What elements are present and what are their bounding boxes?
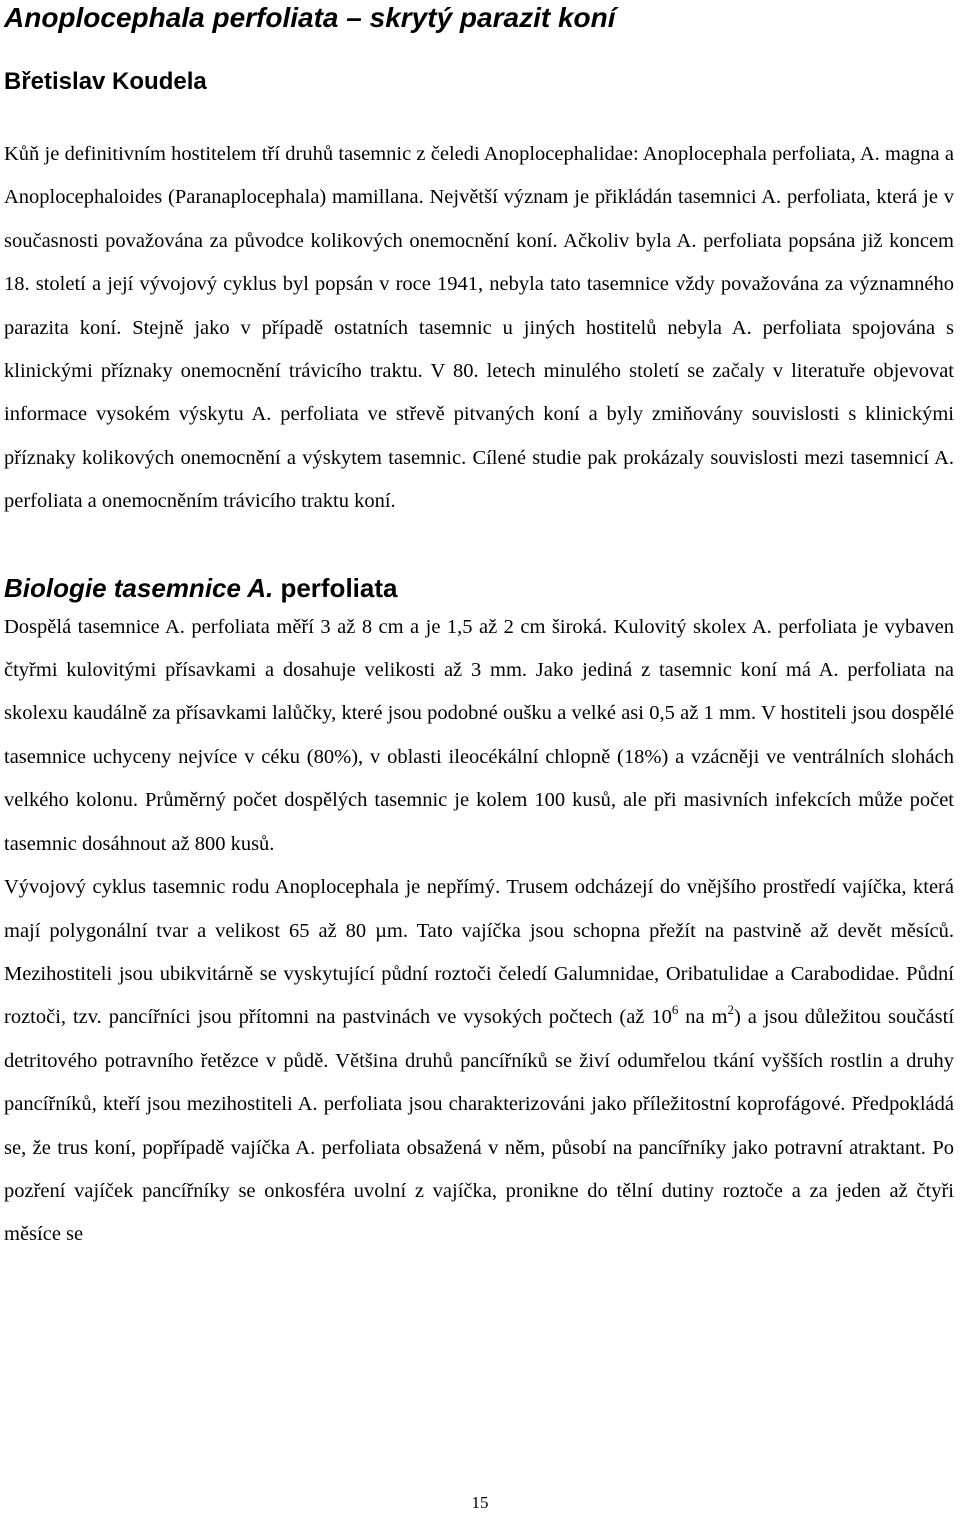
life-cycle-text-part-2: na m	[678, 1006, 728, 1029]
page-number: 15	[471, 1493, 489, 1512]
life-cycle-text-part-3: ) a jsou důležitou součástí detritového potravního řetězce v půdě. Většina druhů pancířníků se živí odumřelou tkání vyšších rostlin a druhy pancířníků, kteří jsou mezihostiteli A. perfoliata jsou charakterizováni jako příležitostní koprofágové. Předpokládá se, že trus koní, popřípadě vajíčka A. perfoliata obsažená v něm, působí na pancířníky jako potravní atraktant. Po pozření vajíček pancířníky se onkosféra uvolní z vajíčka, pronikne do tělní dutiny roztoče a za jeden až čtyři měsíce se	[4, 1006, 955, 1246]
life-cycle-paragraph	[4, 866, 954, 1257]
document-title	[4, 0, 954, 35]
title-species-name: Anoplocephala perfoliata	[4, 2, 339, 33]
section-heading-biology	[4, 572, 954, 604]
title-subtitle: – skrytý parazit koní	[338, 2, 616, 33]
superscript-exponent-6: 6	[671, 1002, 679, 1018]
superscript-exponent-2: 2	[727, 1002, 734, 1018]
author-name: Břetislav Koudela	[4, 68, 207, 95]
intro-paragraph: Kůň je definitivním hostitelem tří druhů tasemnic z čeledi Anoplocephalidae: Anoplocephala perfoliata, A. magna a Anoplocephaloides (Paranaplocephala) mamillana. Největší význam je přikládán tasemnici A. perfoliata, která je v současnosti považována za původce kolikových onemocnění koní. Ačkoliv byla A. perfoliata popsána již koncem 18. století a její vývojový cyklus byl popsán v roce 1941, nebyla tato tasemnice vždy považována za významného parazita koní. Stejně jako v případě ostatních tasemnic u jiných hostitelů nebyla A. perfoliata spojována s klinickými příznaky onemocnění trávicího traktu. V 80. letech minulého století se začaly v literatuře objevovat informace vysokém výskytu A. perfoliata ve střevě pitvaných koní a byly zmiňovány souvislosti s klinickými příznaky kolikových onemocnění a výskytem tasemnic. Cílené studie pak prokázaly souvislosti mezi tasemnicí A. perfoliata a onemocněním trávicího traktu koní.	[4, 143, 954, 513]
life-cycle-text-part-1: Vývojový cyklus tasemnic rodu Anoplocephala je nepřímý. Trusem odcházejí do vnějšího prostředí vajíčka, která mají polygonální tvar a velikost 65 až 80 µm. Tato vajíčka jsou schopna přežít na pastvině až devět měsíců. Mezihostiteli jsou ubikvitárně se vyskytující půdní roztoči čeledí Galumnidae, Oribatulidae a Carabodidae. Půdní roztoči, tzv. pancířníci jsou přítomni na pastvinách ve vysokých počtech (až 10	[4, 876, 954, 1029]
biology-paragraph: Dospělá tasemnice A. perfoliata měří 3 až 8 cm a je 1,5 až 2 cm široká. Kulovitý skolex A. perfoliata je vybaven čtyřmi kulovitými přísavkami a dosahuje velikosti až 3 mm. Jako jediná z tasemnic koní má A. perfoliata na skolexu kaudálně za přísavkami lalůčky, které jsou podobné oušku a velké asi 0,5 až 1 mm. V hostiteli jsou dospělé tasemnice uchyceny nejvíce v céku (80%), v oblasti ileocékální chlopně (18%) a vzácněji ve ventrálních slohách velkého kolonu. Průměrný počet dospělých tasemnic je kolem 100 kusů, ale při masivních infekcích může počet tasemnic dosáhnout až 800 kusů.	[4, 615, 954, 855]
section-heading-main: Biologie tasemnice A.	[4, 572, 274, 603]
section-heading-species: perfoliata	[273, 572, 398, 603]
document-page	[4, 0, 954, 1257]
